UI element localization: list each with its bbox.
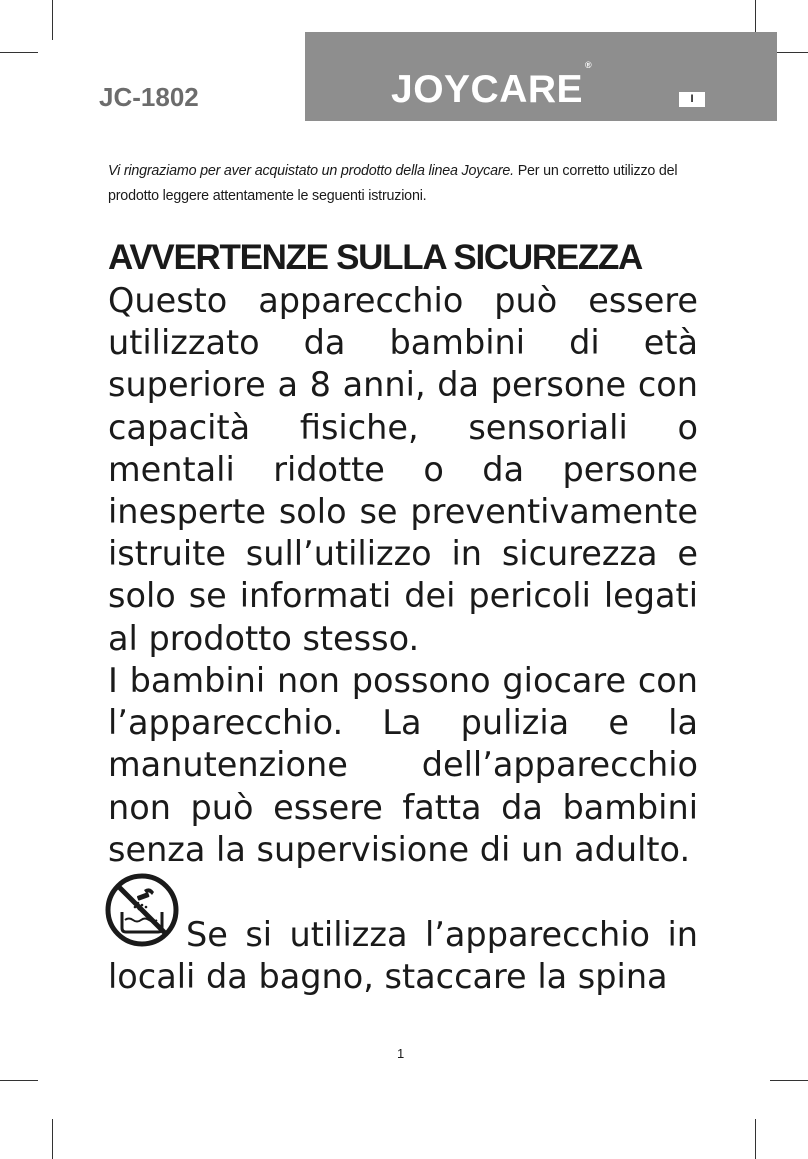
crop-mark: [0, 52, 38, 53]
brand-logo: JOYCARE®: [391, 60, 593, 111]
crop-mark: [52, 1119, 53, 1159]
crop-mark: [0, 1080, 38, 1081]
warning-text: Se si utilizza l’apparecchio in locali da bagno, staccare la spina: [108, 915, 698, 997]
page-number: 1: [397, 1046, 405, 1061]
header-band: [305, 32, 777, 121]
bathroom-warning: [108, 872, 698, 998]
no-bath-shower-icon: [104, 872, 180, 948]
safety-paragraph-1: Questo apparecchio può essere utilizzato da bambini di età superiore a 8 anni, da persone con capacità fisiche, sensoriali o mentali ridotte o da persone inesperte solo se preventivamente istruite sull’utilizzo in sicurezza e solo se informati dei pericoli legati al prodotto stesso.: [108, 281, 698, 658]
intro-regular: Per un corretto utilizzo del prodotto leggere attentamente le seguenti istruzioni.: [108, 163, 678, 204]
model-number: JC-1802: [99, 82, 199, 112]
section-heading: AVVERTENZE SULLA SICUREZZA: [108, 238, 642, 277]
language-badge: I: [679, 92, 705, 107]
safety-paragraph-2: I bambini non possono giocare con l’apparecchio. La pulizia e la manutenzione dell’apparecchio non può essere fatta da bambini senza la supervisione di un adulto.: [108, 661, 698, 869]
crop-mark: [52, 0, 53, 40]
intro-italic: Vi ringraziamo per aver acquistato un prodotto della linea Joycare.: [108, 163, 514, 179]
crop-mark: [770, 1080, 808, 1081]
crop-mark: [755, 1119, 756, 1159]
intro-text: [108, 159, 700, 209]
